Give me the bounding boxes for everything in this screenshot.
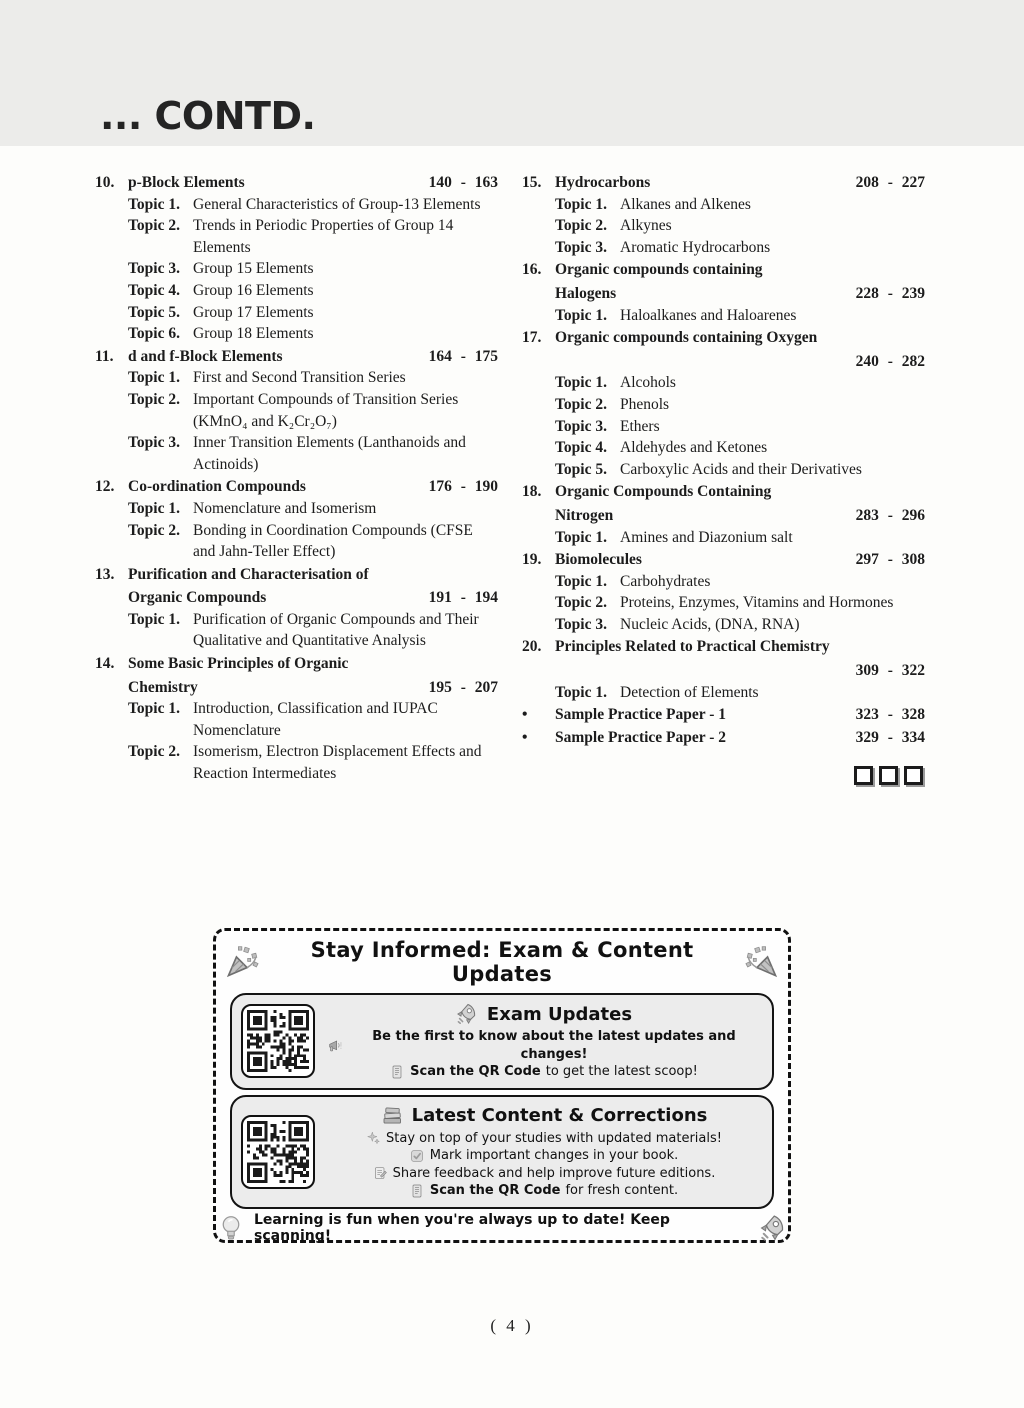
chapter-number: 10. — [95, 174, 115, 191]
toc-topic — [95, 194, 498, 216]
party-popper-icon — [224, 944, 260, 980]
toc-column-left — [95, 172, 498, 786]
card-line: Stay on top of your studies with updated materials! — [327, 1130, 760, 1148]
toc-entry — [522, 327, 925, 480]
toc-column-right — [522, 172, 925, 786]
page-banner — [0, 0, 1024, 146]
chapter-number: 13. — [95, 565, 115, 583]
toc-topic — [522, 215, 925, 237]
chapter-title: Organic Compounds Containing — [555, 483, 772, 501]
chapter-title: Organic Compounds — [128, 589, 267, 607]
toc-entry — [522, 549, 925, 635]
topic-text: General Characteristics of Group-13 Elements — [193, 195, 481, 213]
chapter-title: Organic compounds containing Oxygen — [555, 329, 818, 347]
toc-topic — [522, 437, 925, 459]
topic-label: Topic 2. — [128, 217, 180, 235]
toc-topic — [522, 394, 925, 416]
chapter-number: • — [522, 706, 528, 724]
topic-text: Detection of Elements — [620, 683, 759, 701]
toc-topic — [95, 389, 498, 432]
topic-label: Topic 5. — [128, 303, 180, 321]
chapter-title: Principles Related to Practical Chemistry — [555, 638, 830, 656]
topic-label: Topic 1. — [555, 195, 607, 213]
toc-topic — [95, 302, 498, 324]
topic-text: Alcohols — [620, 374, 676, 392]
topic-label: Topic 1. — [128, 499, 180, 517]
toc-topic — [522, 194, 925, 216]
toc-topic — [95, 280, 498, 302]
topic-text: Amines and Diazonium salt — [620, 528, 793, 546]
updates-title-row — [216, 931, 788, 988]
topic-text: Purification of Organic Compounds and Their Qualitative and Quantitative Analysis — [193, 610, 479, 650]
topic-label: Topic 3. — [555, 417, 607, 435]
topic-label: Topic 4. — [555, 439, 607, 457]
topic-text: Inner Transition Elements (Lanthanoids and Actinoids) — [193, 434, 466, 473]
topic-label: Topic 1. — [128, 195, 180, 213]
updates-panel — [213, 928, 791, 1243]
content-corrections-card — [230, 1095, 774, 1209]
topic-label: Topic 1. — [555, 306, 607, 324]
topic-label: Topic 1. — [555, 528, 607, 546]
chapter-number: • — [522, 728, 528, 746]
toc-entry — [522, 704, 925, 726]
toc-entry — [95, 564, 498, 652]
topic-label: Topic 3. — [128, 434, 180, 452]
topic-text: Group 17 Elements — [193, 303, 314, 321]
toc-topic — [522, 459, 925, 481]
toc-topic — [95, 520, 498, 563]
lightbulb-icon — [216, 1213, 246, 1243]
chapter-title: Some Basic Principles of Organic — [128, 655, 349, 673]
toc-topic — [522, 527, 925, 549]
topic-label: Topic 2. — [555, 217, 607, 235]
topic-text: Aldehydes and Ketones — [620, 439, 768, 457]
chapter-number: 18. — [522, 483, 542, 501]
megaphone-icon — [327, 1038, 343, 1054]
chapter-number: 12. — [95, 478, 115, 496]
toc-entry — [95, 172, 498, 345]
toc-topic — [95, 698, 498, 741]
chapter-pages: 329 - 334 — [855, 728, 925, 746]
topic-text: Proteins, Enzymes, Vitamins and Hormones — [620, 594, 894, 612]
chapter-pages: 140 - 163 — [428, 174, 498, 191]
topic-label: Topic 1. — [555, 374, 607, 392]
topic-text: Haloalkanes and Haloarenes — [620, 306, 797, 324]
topic-label: Topic 6. — [128, 325, 180, 343]
topic-text: First and Second Transition Series — [193, 369, 406, 387]
topic-text: Introduction, Classification and IUPAC Nomenclature — [193, 700, 438, 739]
topic-label: Topic 2. — [128, 743, 180, 761]
chapter-title: Purification and Characterisation of — [128, 565, 369, 583]
topic-text: Nucleic Acids, (DNA, RNA) — [620, 615, 800, 633]
toc-entry — [95, 653, 498, 785]
topic-text: Phenols — [620, 395, 670, 413]
chapter-number: 11. — [95, 347, 114, 365]
chapter-pages: 164 - 175 — [428, 347, 498, 365]
books-icon — [380, 1104, 404, 1128]
sparkles-icon — [365, 1130, 381, 1146]
toc-topic — [95, 215, 498, 258]
toc-entry — [522, 636, 925, 703]
chapter-title: Halogens — [555, 284, 617, 302]
updates-title: Stay Informed: Exam & Content Updates — [310, 938, 694, 986]
scroll-icon — [389, 1064, 405, 1080]
topic-text: Aromatic Hydrocarbons — [620, 238, 771, 256]
topic-text: Group 18 Elements — [193, 325, 314, 343]
qr-code-icon — [241, 1004, 315, 1078]
toc-topic — [522, 592, 925, 614]
card-heading: Latest Content & Corrections — [411, 1105, 708, 1126]
topic-label: Topic 3. — [555, 615, 607, 633]
party-popper-icon — [744, 944, 780, 980]
topic-text: Group 16 Elements — [193, 281, 314, 299]
chapter-pages: 228 - 239 — [855, 284, 925, 302]
chapter-pages: 283 - 296 — [855, 506, 925, 524]
toc-topic — [95, 367, 498, 389]
chapter-title: p-Block Elements — [128, 174, 245, 191]
memo-icon — [372, 1165, 388, 1181]
chapter-pages: 208 - 227 — [855, 174, 925, 191]
chapter-number: 16. — [522, 261, 542, 279]
chapter-title: Hydrocarbons — [555, 174, 651, 191]
topic-label: Topic 5. — [555, 460, 607, 478]
page-title: ... CONTD. — [100, 94, 316, 138]
chapter-title: Biomolecules — [555, 551, 642, 569]
toc-topic — [522, 614, 925, 636]
topic-text: Bonding in Coordination Compounds (CFSE and Jahn-Teller Effect) — [193, 521, 473, 561]
topic-text: Important Compounds of Transition Series (KMnO₄ and K₂Cr₂O₇) — [193, 390, 459, 430]
toc-topic — [95, 498, 498, 520]
topic-label: Topic 4. — [128, 281, 180, 299]
toc-topic — [522, 237, 925, 259]
topic-label: Topic 2. — [128, 521, 180, 539]
toc-topic — [522, 682, 925, 704]
rocket-icon — [455, 1002, 479, 1026]
topic-label: Topic 1. — [555, 572, 607, 590]
scroll-icon — [409, 1183, 425, 1199]
chapter-pages: 191 - 194 — [428, 589, 498, 607]
toc-topic — [522, 372, 925, 394]
chapter-pages: 240 - 282 — [855, 352, 925, 370]
card-heading-row — [327, 1002, 760, 1026]
chapter-title: Nitrogen — [555, 506, 614, 524]
toc-entry — [95, 476, 498, 562]
chapter-title: Sample Practice Paper - 2 — [555, 728, 727, 746]
chapter-pages: 176 - 190 — [428, 478, 498, 496]
rocket-icon — [758, 1213, 788, 1243]
chapter-number: 14. — [95, 655, 115, 673]
chapter-title: Co-ordination Compounds — [128, 478, 306, 496]
topic-label: Topic 3. — [128, 260, 180, 278]
qr-code-icon — [241, 1115, 315, 1189]
chapter-number: 17. — [522, 329, 542, 347]
card-line: Scan the QR Code to get the latest scoop! — [327, 1063, 760, 1081]
checkbox-icon — [409, 1148, 425, 1164]
chapter-pages: 297 - 308 — [855, 551, 925, 569]
updates-footer-text: Learning is fun when you're always up to date! Keep scanning! — [254, 1211, 670, 1244]
toc-entry — [522, 481, 925, 548]
toc-topic — [522, 305, 925, 327]
topic-text: Trends in Periodic Properties of Group 14 Elements — [193, 217, 454, 256]
chapter-pages: 309 - 322 — [855, 662, 925, 680]
chapter-pages: 323 - 328 — [855, 706, 925, 724]
topic-text: Carboxylic Acids and their Derivatives — [620, 460, 862, 478]
topic-text: Ethers — [620, 417, 660, 435]
topic-label: Topic 2. — [555, 594, 607, 612]
toc-topic — [95, 323, 498, 345]
chapter-number: 15. — [522, 174, 542, 191]
chapter-title: Chemistry — [128, 678, 198, 696]
chapter-number: 19. — [522, 551, 542, 569]
card-line: Mark important changes in your book. — [327, 1147, 760, 1165]
topic-text: Carbohydrates — [620, 572, 711, 590]
topic-label: Topic 2. — [128, 390, 180, 408]
topic-text: Alkanes and Alkenes — [620, 195, 751, 213]
topic-label: Topic 1. — [555, 683, 607, 701]
chapter-title: d and f-Block Elements — [128, 347, 283, 365]
toc-topic — [95, 258, 498, 280]
toc-topic — [522, 571, 925, 593]
toc-entry — [522, 727, 925, 749]
topic-label: Topic 2. — [555, 395, 607, 413]
toc-entry — [95, 346, 498, 476]
chapter-pages: 195 - 207 — [428, 678, 498, 696]
page-number: ( 4 ) — [490, 1316, 534, 1335]
topic-label: Topic 3. — [555, 238, 607, 256]
section-end-icon — [522, 766, 925, 785]
card-line: Scan the QR Code for fresh content. — [327, 1182, 760, 1200]
updates-footer — [216, 1212, 788, 1244]
toc-topic — [95, 609, 498, 652]
toc-entry — [522, 172, 925, 258]
card-heading-row — [327, 1104, 760, 1128]
topic-text: Group 15 Elements — [193, 260, 314, 278]
chapter-number: 20. — [522, 638, 542, 656]
topic-text: Alkynes — [620, 217, 672, 235]
table-of-contents — [0, 146, 1024, 786]
topic-label: Topic 1. — [128, 610, 180, 628]
toc-entry — [522, 259, 925, 326]
toc-topic — [95, 741, 498, 784]
topic-label: Topic 1. — [128, 700, 180, 718]
exam-updates-card — [230, 993, 774, 1090]
chapter-title: Organic compounds containing — [555, 261, 763, 279]
topic-text: Isomerism, Electron Displacement Effects and Reaction Intermediates — [193, 743, 482, 783]
card-heading: Exam Updates — [486, 1003, 633, 1025]
chapter-title: Sample Practice Paper - 1 — [555, 706, 727, 724]
topic-text: Nomenclature and Isomerism — [193, 499, 377, 517]
topic-label: Topic 1. — [128, 369, 180, 387]
card-line: Share feedback and help improve future editions. — [327, 1165, 760, 1183]
toc-topic — [95, 432, 498, 475]
toc-topic — [522, 416, 925, 438]
card-line: Be the first to know about the latest updates and changes! — [327, 1028, 760, 1063]
